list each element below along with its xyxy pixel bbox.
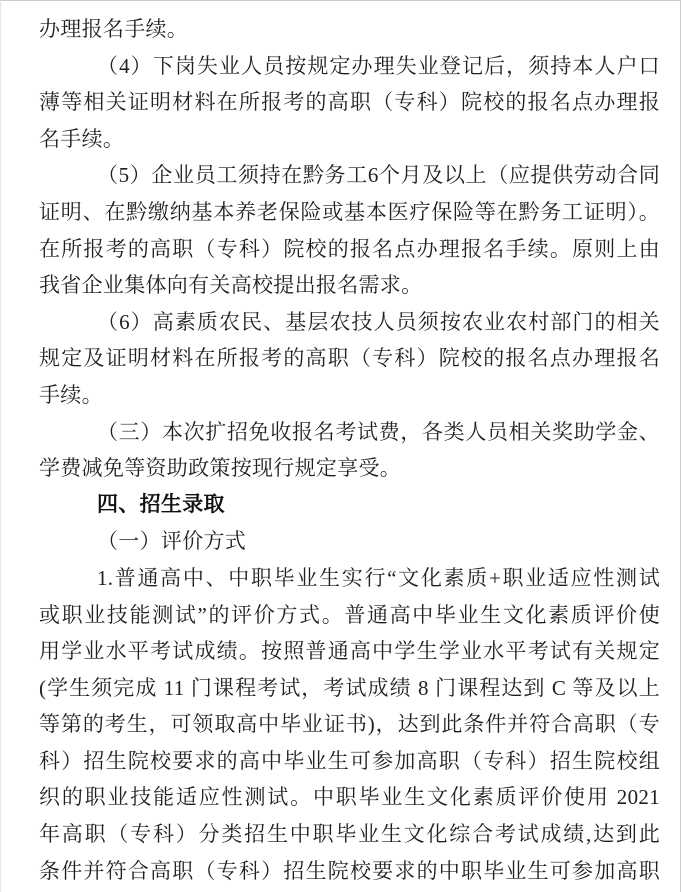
text-line: （一）评价方式 (97, 529, 247, 554)
text-line: 学费减免等资助政策按现行规定享受。 (39, 456, 402, 481)
text-line: 规定及证明材料在所报考的高职（专科）院校的报名点办理报名 (39, 346, 660, 371)
text-line: （5）企业员工须持在黔务工6个月及以上（应提供劳动合同 (97, 163, 660, 188)
text-line: （4）下岗失业人员按规定办理失业登记后，须持本人户口 (97, 53, 660, 78)
para-continuation-registration (39, 11, 660, 48)
text-line: 织的职业技能适应性测试。中职毕业生文化素质评价使用 2021 (39, 785, 660, 810)
text-line: 手续。 (39, 382, 103, 407)
text-line: 年高职（专科）分类招生中职毕业生文化综合考试成绩,达到此 (39, 822, 660, 847)
text-line: 办理报名手续。 (39, 17, 189, 41)
text-line: 我省企业集体向有关高校提出报名需求。 (39, 273, 423, 298)
text-line: 薄等相关证明材料在所报考的高职（专科）院校的报名点办理报 (39, 90, 660, 115)
document-body (1, 1, 680, 892)
text-line: 四、招生录取 (97, 492, 225, 516)
para-item-6-farmers-agri-technicians (39, 304, 660, 414)
para-item-4-laid-off-workers (39, 48, 660, 158)
text-line: 在所报考的高职（专科）院校的报名点办理报名手续。原则上由 (39, 236, 660, 261)
text-line: 证明、在黔缴纳基本养老保险或基本医疗保险等在黔务工证明）。 (39, 199, 660, 224)
para-1-evaluation-detail (39, 560, 660, 889)
para-item-san-fee-waiver (39, 414, 660, 487)
text-line: 条件并符合高职（专科）招生院校要求的中职毕业生可参加高职 (39, 858, 660, 883)
text-line: 1.普通高中、中职毕业生实行“文化素质+职业适应性测试 (97, 565, 660, 590)
heading-section-4-enrollment-admission (39, 487, 660, 524)
text-line: 等第的考生，可领取高中毕业证书)，达到此条件并符合高职（专 (39, 712, 660, 737)
para-item-5-enterprise-employees (39, 157, 660, 303)
para-subheading-evaluation-method (39, 523, 660, 560)
text-line: 科）招生院校要求的高中毕业生可参加高职（专科）招生院校组 (39, 748, 660, 773)
text-line: （6）高素质农民、基层农技人员须按农业农村部门的相关 (97, 309, 660, 334)
text-line: （三）本次扩招免收报名考试费，各类人员相关奖助学金、 (97, 419, 660, 444)
text-line: 或职业技能测试”的评价方式。普通高中毕业生文化素质评价使 (39, 602, 660, 627)
text-line: 名手续。 (39, 126, 125, 151)
text-line: 用学业水平考试成绩。按照普通高中学生学业水平考试有关规定 (39, 639, 660, 664)
text-line: (学生须完成 11 门课程考试，考试成绩 8 门课程达到 C 等及以上 (39, 675, 660, 700)
